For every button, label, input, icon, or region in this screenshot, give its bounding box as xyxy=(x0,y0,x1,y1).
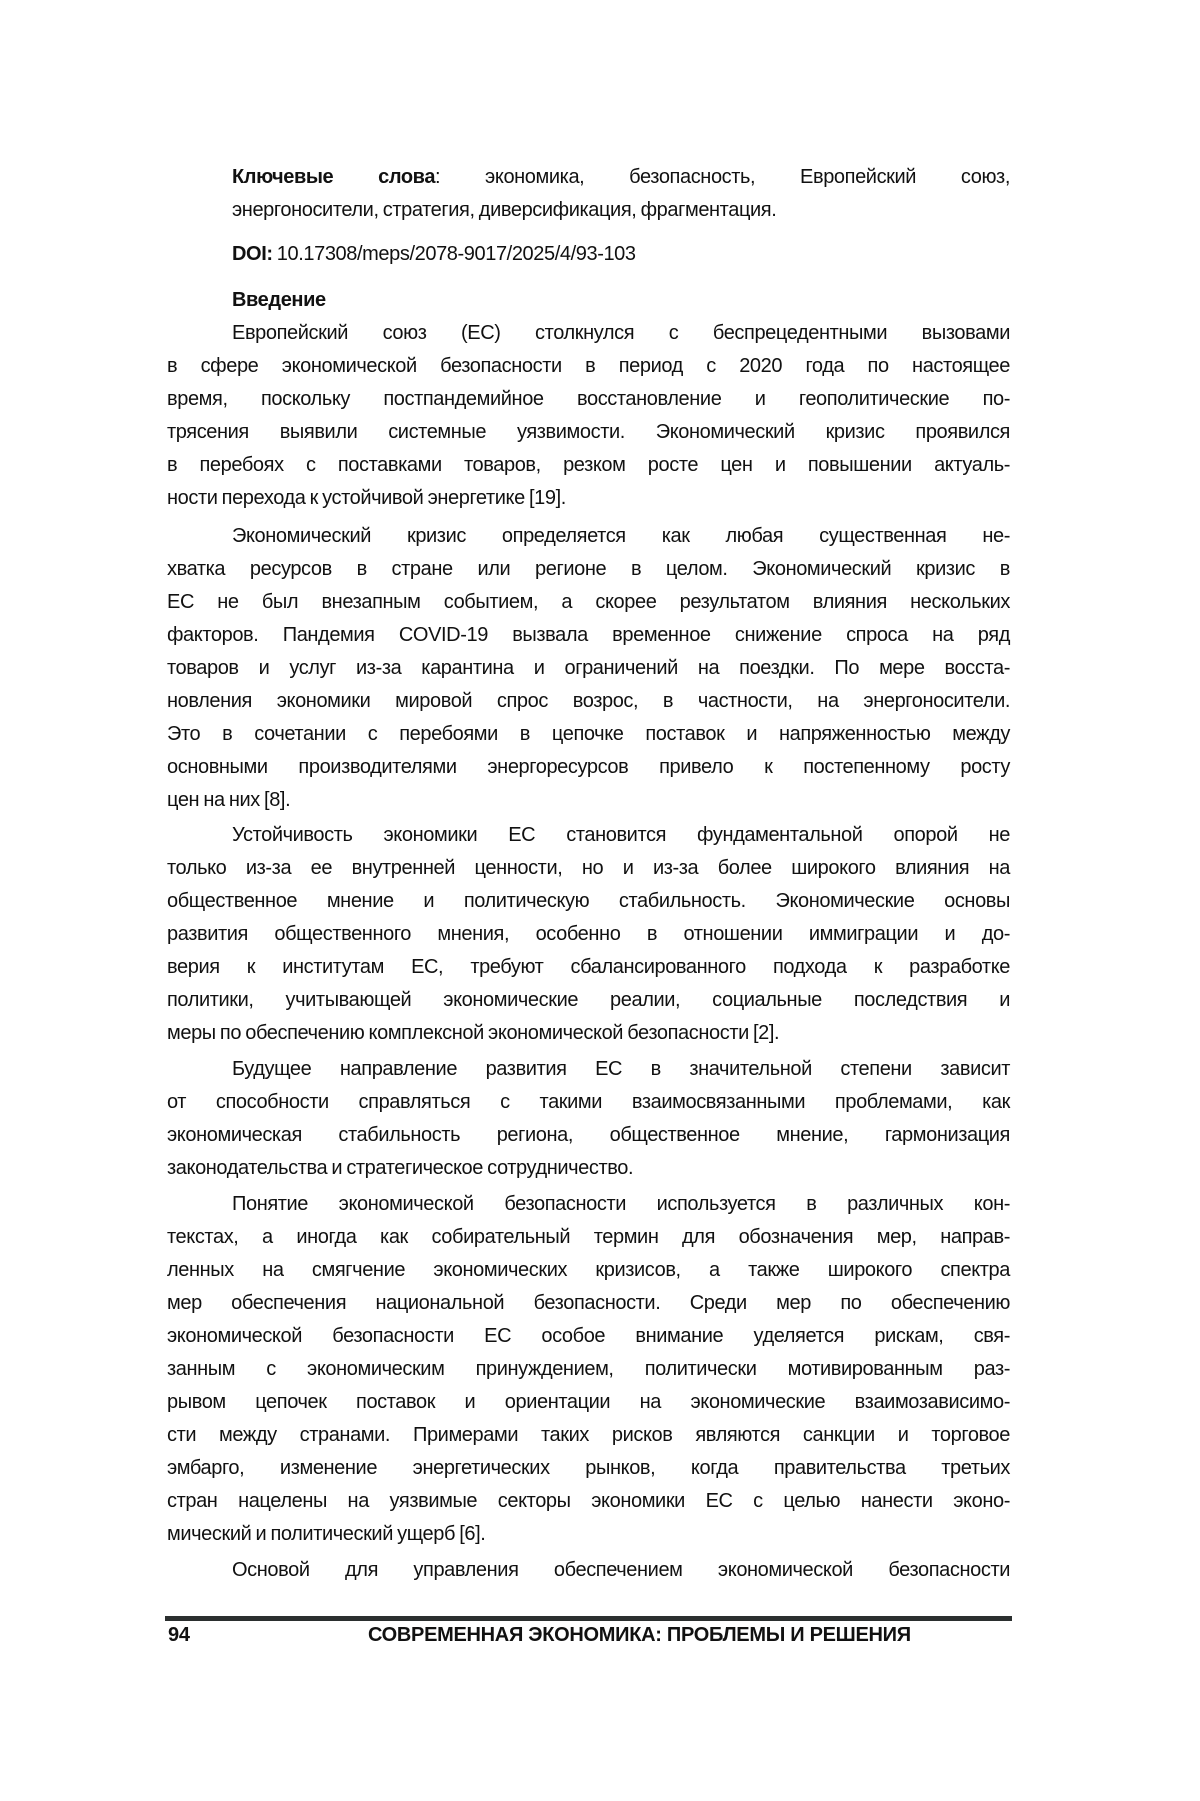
paragraph-line: Экономический кризис определяется как любая существенная не- xyxy=(167,520,1010,553)
paragraph-line: цен на них [8]. xyxy=(167,784,1010,817)
paragraph-line: мический и политический ущерб [6]. xyxy=(167,1518,1010,1551)
paragraph-line: ности перехода к устойчивой энергетике [19]. xyxy=(167,482,1010,515)
page-number: 94 xyxy=(168,1624,190,1647)
paragraph-line: политики, учитывающей экономические реалии, социальные последствия и xyxy=(167,984,1010,1017)
section-title-text: Введение xyxy=(232,289,326,311)
keywords-block xyxy=(167,161,1010,227)
paragraph-line: сти между странами. Примерами таких рисков являются санкции и торговое xyxy=(167,1419,1010,1452)
paragraph-line: Будущее направление развития ЕС в значительной степени зависит xyxy=(167,1053,1010,1086)
paragraph-line: текстах, а иногда как собирательный термин для обозначения мер, направ- xyxy=(167,1221,1010,1254)
paragraph-line: ЕС не был внезапным событием, а скорее результатом влияния нескольких xyxy=(167,586,1010,619)
paragraph-line: от способности справляться с такими взаимосвязанными проблемами, как xyxy=(167,1086,1010,1119)
paragraph-line: рывом цепочек поставок и ориентации на экономические взаимозависимо- xyxy=(167,1386,1010,1419)
paragraph-line: Устойчивость экономики ЕС становится фундаментальной опорой не xyxy=(167,819,1010,852)
paragraph-line: только из-за ее внутренней ценности, но и из-за более широкого влияния на xyxy=(167,852,1010,885)
paragraph-line: экономической безопасности ЕС особое внимание уделяется рискам, свя- xyxy=(167,1320,1010,1353)
paragraph-line: Это в сочетании с перебоями в цепочке поставок и напряженностью между xyxy=(167,718,1010,751)
paragraph-line: ленных на смягчение экономических кризисов, а также широкого спектра xyxy=(167,1254,1010,1287)
journal-title: СОВРЕМЕННАЯ ЭКОНОМИКА: ПРОБЛЕМЫ И РЕШЕНИЯ xyxy=(368,1624,911,1647)
paragraph-line: факторов. Пандемия COVID-19 вызвала временное снижение спроса на ряд xyxy=(167,619,1010,652)
section-title xyxy=(167,284,1010,317)
paragraph-line: развития общественного мнения, особенно в отношении иммиграции и до- xyxy=(167,918,1010,951)
paragraph-line: в перебоях с поставками товаров, резком росте цен и повышении актуаль- xyxy=(167,449,1010,482)
keywords-colon: : xyxy=(435,166,440,188)
paragraph-line: эмбарго, изменение энергетических рынков, когда правительства третьих xyxy=(167,1452,1010,1485)
paragraph-line: экономическая стабильность региона, общественное мнение, гармонизация xyxy=(167,1119,1010,1152)
paragraph-line: Основой для управления обеспечением экономической безопасности xyxy=(167,1554,1010,1587)
paragraph-line: занным с экономическим принуждением, политически мотивированным раз- xyxy=(167,1353,1010,1386)
paragraph-3 xyxy=(167,819,1010,1050)
paragraph-6 xyxy=(167,1554,1010,1587)
paragraph-1 xyxy=(167,317,1010,515)
paragraph-line: меры по обеспечению комплексной экономической безопасности [2]. xyxy=(167,1017,1010,1050)
paragraph-4 xyxy=(167,1053,1010,1185)
paragraph-line: мер обеспечения национальной безопасности. Среди мер по обеспечению xyxy=(167,1287,1010,1320)
footer-rule xyxy=(165,1616,1012,1621)
paragraph-line: новления экономики мировой спрос возрос, в частности, на энергоносители. xyxy=(167,685,1010,718)
keywords-line-2: энергоносители, стратегия, диверсификация, фрагментация. xyxy=(167,194,1010,227)
paragraph-line: время, поскольку постпандемийное восстановление и геополитические по- xyxy=(167,383,1010,416)
paragraph-line: общественное мнение и политическую стабильность. Экономические основы xyxy=(167,885,1010,918)
paragraph-2 xyxy=(167,520,1010,817)
paragraph-5 xyxy=(167,1188,1010,1551)
paragraph-line: основными производителями энергоресурсов привело к постепенному росту xyxy=(167,751,1010,784)
paragraph-line: законодательства и стратегическое сотрудничество. xyxy=(167,1152,1010,1185)
keywords-text-1: экономика, безопасность, Европейский союз, xyxy=(440,166,1010,188)
paragraph-line: трясения выявили системные уязвимости. Экономический кризис проявился xyxy=(167,416,1010,449)
doi-label: DOI: xyxy=(232,243,273,265)
doi-line xyxy=(167,238,1010,271)
paragraph-line: в сфере экономической безопасности в период с 2020 года по настоящее xyxy=(167,350,1010,383)
paragraph-line: Понятие экономической безопасности используется в различных кон- xyxy=(167,1188,1010,1221)
paragraph-line: Европейский союз (ЕС) столкнулся с беспрецедентными вызовами xyxy=(167,317,1010,350)
keywords-label: Ключевые слова xyxy=(232,166,435,188)
paragraph-line: товаров и услуг из-за карантина и ограничений на поездки. По мере восста- xyxy=(167,652,1010,685)
keywords-line-1 xyxy=(167,161,1010,194)
paragraph-line: стран нацелены на уязвимые секторы экономики ЕС с целью нанести эконо- xyxy=(167,1485,1010,1518)
paragraph-line: верия к институтам ЕС, требуют сбалансированного подхода к разработке xyxy=(167,951,1010,984)
paragraph-line: хватка ресурсов в стране или регионе в целом. Экономический кризис в xyxy=(167,553,1010,586)
doi-value: 10.17308/meps/2078-9017/2025/4/93-103 xyxy=(273,243,636,265)
